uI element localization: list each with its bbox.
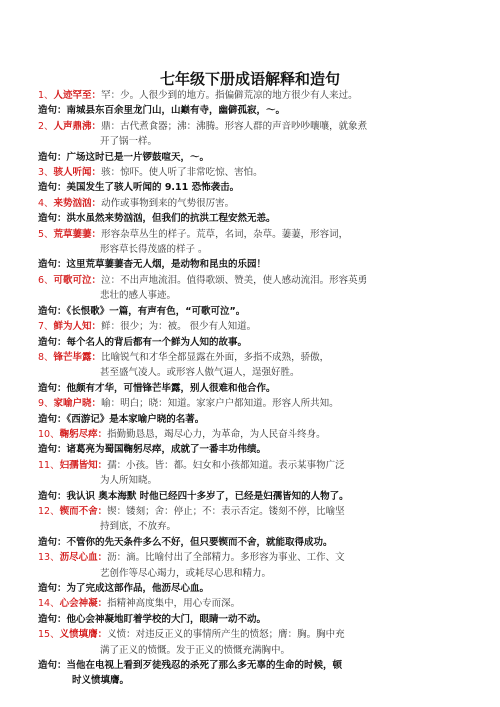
entry-number: 7、 [38, 321, 54, 333]
entry-number: 3、 [38, 167, 54, 179]
example-sentence [38, 180, 468, 195]
example-text: 他颇有才华，可惜锋芒毕露，别人很难和他合作。 [66, 382, 276, 394]
example-text-line: 时义愤填膺。 [72, 675, 130, 687]
example-label: 造句： [38, 413, 67, 425]
example-text: 这里荒草萋萋杳无人烟，是动物和昆虫的乐园！ [66, 259, 267, 271]
entry-number: 14、 [38, 598, 60, 610]
idiom-definition: 动作或事物到来的气势很厉害。 [101, 197, 235, 209]
example-label: 造句： [38, 182, 67, 194]
idiom-definition-line: 甚至盛气凌人。或形容人傲气逼人，逞强好胜。 [100, 367, 300, 379]
example-label: 造句： [38, 213, 67, 225]
idiom-definition: 鼎：古代煮食器；沸：沸腾。形容人群的声音吵吵嚷嚷，就象煮 [101, 120, 368, 132]
idiom-definition: 义愤：对违反正义的事情所产生的愤怒；膺：胸。胸中充 [107, 629, 345, 641]
idiom-definition: 指精神高度集中，用心专而深。 [107, 598, 241, 610]
idiom-entry [38, 273, 468, 288]
example-text: 洪水虽然来势汹汹，但我们的抗洪工程安然无恙。 [66, 213, 276, 225]
idiom-term: 鞠躬尽瘁： [59, 428, 108, 440]
example-sentence [38, 535, 468, 550]
idiom-entry [38, 427, 468, 442]
example-sentence [38, 335, 468, 350]
example-sentence [38, 612, 468, 627]
idiom-entry [38, 319, 468, 334]
example-label: 造句： [38, 336, 67, 348]
idiom-entry [38, 504, 468, 519]
example-label: 造句： [38, 444, 67, 456]
entry-number: 15、 [38, 629, 60, 641]
example-sentence [38, 581, 468, 596]
idiom-entry [38, 119, 468, 134]
idiom-entry [38, 227, 468, 242]
example-text: 为了完成这部作品，他沥尽心血。 [66, 583, 210, 594]
example-label: 造句： [38, 490, 67, 502]
idiom-term: 人迹罕至： [53, 90, 102, 101]
idiom-definition-continued [38, 134, 468, 149]
example-text: 他心会神凝地盯着学校的大门，眼睛一动不动。 [66, 613, 267, 625]
example-label: 造句： [38, 382, 67, 394]
idiom-definition-continued [38, 519, 468, 534]
example-sentence [38, 442, 468, 457]
example-text: 每个名人的背后都有一个鲜为人知的故事。 [66, 336, 248, 348]
example-label: 造句： [38, 660, 67, 672]
idiom-definition-line: 持到底，不放弃。 [100, 521, 177, 533]
example-label: 造句： [38, 583, 67, 594]
example-sentence [38, 257, 468, 272]
idiom-term: 家喻户晓： [53, 398, 102, 410]
idiom-definition-continued [38, 473, 468, 488]
idiom-term: 鲜为人知： [53, 321, 102, 333]
idiom-definition-continued [38, 288, 468, 303]
idiom-entry [38, 627, 468, 642]
idiom-term: 义愤填膺： [59, 629, 108, 641]
idiom-term: 来势汹汹： [53, 197, 102, 209]
example-text: 《长恨歌》一篇，有声有色，“可歌可泣”。 [66, 305, 246, 317]
example-sentence [38, 211, 468, 226]
idiom-term: 荒草萋萋： [53, 228, 102, 240]
idiom-definition: 锲：镂刻；舍：停止；不：表示否定。镂刻不停，比喻坚 [107, 505, 345, 517]
example-text: 当他在电视上看到歹徒残忍的杀死了那么多无辜的生命的时候，顿 [66, 660, 343, 672]
idiom-definition-continued [38, 566, 468, 581]
entry-number: 4、 [38, 197, 54, 209]
idiom-list [38, 88, 468, 689]
idiom-entry [38, 196, 468, 211]
idiom-definition-line: 为人所知晓。 [100, 475, 158, 487]
idiom-entry [38, 350, 468, 365]
example-text: 不管你的先天条件多么不好，但只要锲而不舍，就能取得成功。 [66, 536, 333, 548]
idiom-definition-line: 悲壮的感人事迹。 [100, 290, 177, 302]
page-title: 七年级下册成语解释和造句 [159, 70, 340, 88]
idiom-entry [38, 458, 468, 473]
example-label: 造句： [38, 305, 67, 317]
example-sentence [38, 103, 468, 118]
entry-number: 12、 [38, 505, 60, 517]
example-text: 我认识 奥本海默 时他已经四十多岁了，已经是妇孺皆知的人物了。 [66, 490, 349, 502]
example-label: 造句： [38, 151, 67, 163]
idiom-definition: 孺：小孩。皆：都。妇女和小孩都知道。表示某事物广泛 [107, 459, 345, 471]
example-text: 广场这时已是一片锣鼓喧天，～。 [66, 151, 210, 163]
idiom-definition-line: 满了正义的愤慨。发于正义的愤慨充满胸中。 [100, 644, 291, 656]
idiom-term: 锋芒毕露： [53, 351, 102, 363]
idiom-definition: 形容杂草丛生的样子。荒草，名词，杂草。萋萋，形容词， [101, 228, 349, 240]
example-text: 美国发生了骇人听闻的 9.11 恐怖袭击。 [66, 182, 240, 194]
idiom-definition-line: 开了锅一样。 [100, 136, 158, 148]
entry-number: 1、 [38, 90, 54, 101]
entry-number: 9、 [38, 398, 54, 410]
idiom-definition: 泣：不出声地流泪。值得歌颂、赞美，使人感动流泪。形容英勇 [101, 274, 368, 286]
entry-number: 5、 [38, 228, 54, 240]
idiom-definition: 指勤勤恳恳，竭尽心力，为革命，为人民奋斗终身。 [107, 428, 326, 440]
idiom-entry [38, 396, 468, 411]
example-text: 南城县东百余里龙门山，山巅有寺，幽僻孤寂，～。 [66, 105, 286, 117]
example-sentence [38, 150, 468, 165]
idiom-term: 妇孺皆知： [59, 459, 108, 471]
idiom-term: 锲而不舍： [59, 505, 108, 517]
example-text: 诸葛亮为蜀国鞠躬尽瘁，成就了一番丰功伟绩。 [66, 444, 267, 456]
example-sentence [38, 489, 468, 504]
idiom-definition-continued [38, 365, 468, 380]
idiom-term: 人声鼎沸： [53, 120, 102, 132]
example-label: 造句： [38, 259, 67, 271]
example-text: 《西游记》是本家喻户晓的名著。 [66, 413, 205, 425]
example-label: 造句： [38, 613, 67, 625]
example-sentence [38, 658, 468, 673]
entry-number: 11、 [38, 459, 60, 471]
idiom-term: 沥尽心血： [59, 552, 108, 564]
idiom-definition-line: 艺创作等尽心竭力，或耗尽心思和精力。 [100, 567, 272, 579]
idiom-term: 心会神凝： [59, 598, 108, 610]
idiom-entry [38, 596, 468, 611]
entry-number: 8、 [38, 351, 54, 363]
idiom-definition: 喻：明白；晓：知道。家家户户都知道。形容人所共知。 [101, 398, 339, 410]
idiom-definition: 沥：滴。比喻付出了全部精力。多形容为事业、工作、文 [107, 552, 345, 564]
idiom-definition: 骇：惊吓。使人听了非常吃惊、害怕。 [101, 167, 263, 179]
idiom-definition-line: 形容草长得茂盛的样子 。 [100, 244, 208, 256]
idiom-definition-continued [38, 643, 468, 658]
idiom-entry [38, 165, 468, 180]
idiom-definition: 比喻锐气和才华全都显露在外面，多指不成熟，骄傲， [101, 351, 330, 363]
entry-number: 13、 [38, 552, 60, 564]
idiom-definition: 罕：少。人很少到的地方。指偏僻荒凉的地方很少有人来过。 [101, 90, 358, 101]
example-sentence [38, 412, 468, 427]
idiom-definition: 鲜：很少；为：被。 很少有人知道。 [101, 321, 257, 333]
example-sentence [38, 381, 468, 396]
entry-number: 6、 [38, 274, 54, 286]
example-sentence [38, 304, 468, 319]
idiom-term: 可歌可泣： [53, 274, 102, 286]
idiom-entry [38, 550, 468, 565]
entry-number: 2、 [38, 120, 54, 132]
idiom-definition-continued [38, 242, 468, 257]
entry-number: 10、 [38, 428, 60, 440]
example-label: 造句： [38, 105, 67, 117]
example-label: 造句： [38, 536, 67, 548]
idiom-entry [38, 88, 468, 103]
example-sentence-continued [38, 673, 468, 688]
idiom-term: 骇人听闻： [53, 167, 102, 179]
